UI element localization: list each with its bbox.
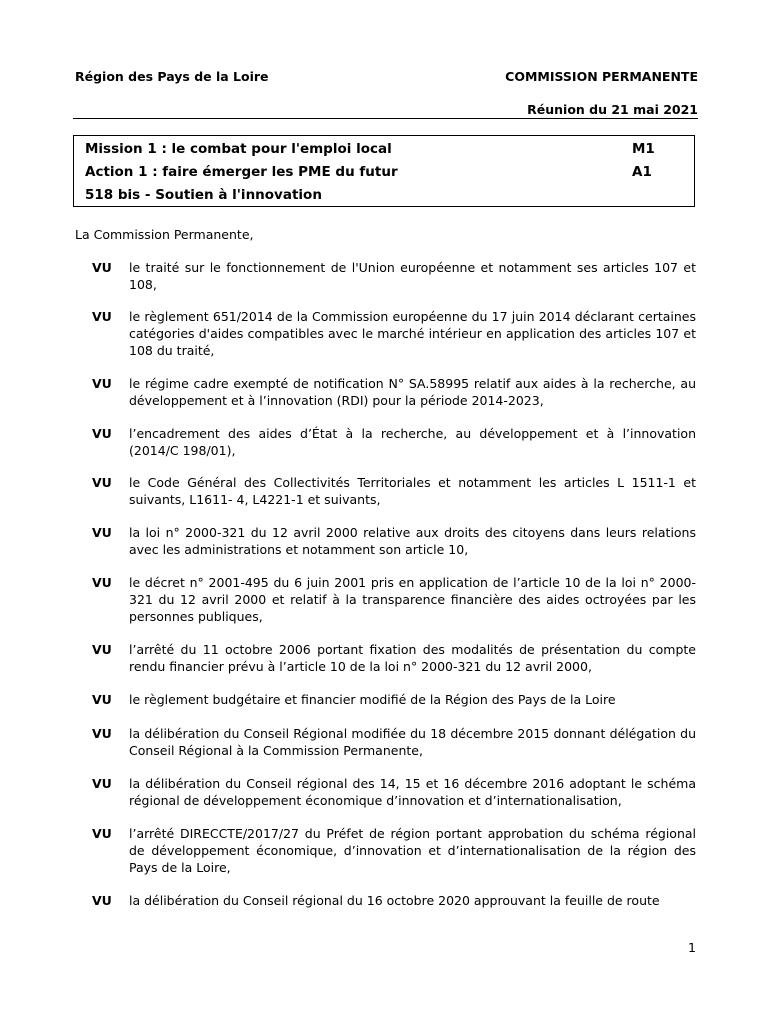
mission-box	[73, 135, 695, 207]
vu-item	[75, 825, 696, 876]
vu-label: VU	[92, 309, 112, 324]
vu-label: VU	[92, 692, 112, 707]
vu-label: VU	[92, 826, 112, 841]
region-name: Région des Pays de la Loire	[75, 69, 269, 84]
vu-label: VU	[92, 642, 112, 657]
vu-text: la délibération du Conseil régional du 16 octobre 2020 approuvant la feuille de route	[129, 893, 660, 908]
vu-label: VU	[92, 260, 112, 275]
action-code: A1	[632, 164, 652, 180]
mission-label: Mission 1 : le combat pour l'emploi local	[85, 141, 392, 157]
vu-text: le règlement budgétaire et financier modifié de la Région des Pays de la Loire	[129, 692, 616, 707]
vu-text: la délibération du Conseil Régional modifiée du 18 décembre 2015 donnant délégation du Conseil Régional à la Commission Permanente,	[129, 726, 696, 758]
vu-text: le régime cadre exempté de notification N° SA.58995 relatif aux aides à la recherche, au développement et à l’innovation (RDI) pour la période 2014-2023,	[129, 376, 696, 408]
vu-text: l’encadrement des aides d’État à la recherche, au développement et à l’innovation (2014/C 198/01),	[129, 426, 696, 458]
commission-title: COMMISSION PERMANENTE	[505, 69, 698, 84]
mission-row	[85, 141, 656, 157]
vu-item	[75, 308, 696, 359]
vu-label: VU	[92, 575, 112, 590]
vu-item	[75, 474, 696, 508]
vu-item	[75, 425, 696, 459]
vu-text: le décret n° 2001-495 du 6 juin 2001 pris en application de l’article 10 de la loi n° 2000-321 du 12 avril 2000 et relatif à la transparence financière des aides octroyées par les personnes publiques,	[129, 575, 696, 624]
vu-label: VU	[92, 525, 112, 540]
vu-label: VU	[92, 475, 112, 490]
vu-text: l’arrêté DIRECCTE/2017/27 du Préfet de région portant approbation du schéma régional de développement économique, d’innovation et d’internationalisation de la région des Pays de la Loire,	[129, 826, 696, 875]
vu-item	[75, 725, 696, 759]
vu-text: la délibération du Conseil régional des 14, 15 et 16 décembre 2016 adoptant le schéma régional de développement économique d’innovation et d’internationalisation,	[129, 776, 696, 808]
program-label: 518 bis - Soutien à l'innovation	[85, 187, 322, 203]
vu-label: VU	[92, 376, 112, 391]
vu-label: VU	[92, 893, 112, 908]
vu-item	[75, 641, 696, 675]
vu-label: VU	[92, 726, 112, 741]
action-row	[85, 164, 656, 180]
vu-text: le règlement 651/2014 de la Commission européenne du 17 juin 2014 déclarant certaines catégories d'aides compatibles avec le marché intérieur en application des articles 107 et 108 du traité,	[129, 309, 696, 358]
vu-text: la loi n° 2000-321 du 12 avril 2000 relative aux droits des citoyens dans leurs relations avec les administrations et notamment son article 10,	[129, 525, 696, 557]
vu-item	[75, 574, 696, 625]
page-number: 1	[688, 940, 696, 955]
mission-code: M1	[632, 141, 655, 157]
vu-text: le traité sur le fonctionnement de l'Union européenne et notamment ses articles 107 et 108,	[129, 260, 696, 292]
vu-item	[75, 375, 696, 409]
intro-text: La Commission Permanente,	[75, 227, 254, 242]
vu-text: l’arrêté du 11 octobre 2006 portant fixation des modalités de présentation du compte rendu financier prévu à l’article 10 de la loi n° 2000-321 du 12 avril 2000,	[129, 642, 696, 674]
vu-item	[75, 691, 696, 708]
vu-item	[75, 892, 696, 909]
vu-item	[75, 524, 696, 558]
program-row	[85, 187, 656, 203]
vu-label: VU	[92, 426, 112, 441]
vu-text: le Code Général des Collectivités Territoriales et notamment les articles L 1511-1 et suivants, L1611- 4, L4221-1 et suivants,	[129, 475, 696, 507]
vu-item	[75, 259, 696, 293]
vu-item	[75, 775, 696, 809]
action-label: Action 1 : faire émerger les PME du futur	[85, 164, 398, 180]
meeting-date: Réunion du 21 mai 2021	[73, 102, 698, 119]
vu-label: VU	[92, 776, 112, 791]
